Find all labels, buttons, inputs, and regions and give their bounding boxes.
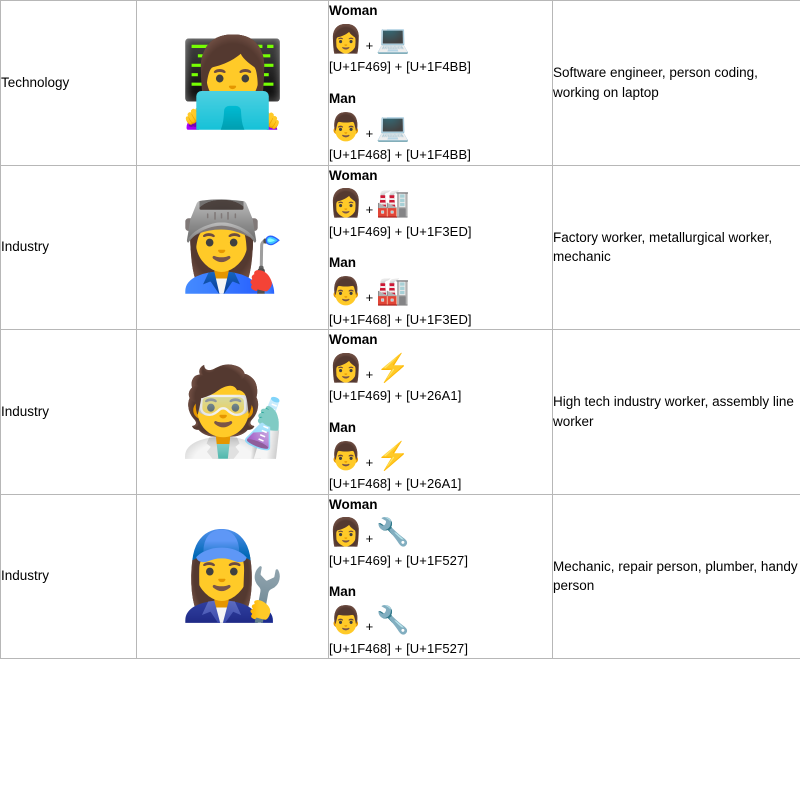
man-combo	[329, 110, 552, 144]
woman-combo	[329, 516, 552, 550]
woman-label: Woman	[329, 332, 378, 347]
wrench-icon: 🔧	[376, 517, 410, 548]
category-cell: Industry	[1, 494, 137, 659]
high-voltage-icon: ⚡	[376, 352, 410, 383]
plus-sign: +	[365, 202, 374, 218]
high-tech-industry-worker-emoji: 🧑‍🔬	[178, 363, 287, 460]
woman-face-icon: 👩	[329, 23, 363, 54]
laptop-icon: 💻	[376, 23, 410, 54]
laptop-icon: 💻	[376, 111, 410, 142]
woman-mechanic-emoji: 👩‍🔧	[178, 528, 287, 625]
description-cell: Mechanic, repair person, plumber, handy person	[553, 494, 800, 659]
woman-technologist-emoji: 👩‍💻	[178, 34, 287, 131]
man-combo	[329, 275, 552, 309]
man-combo	[329, 604, 552, 638]
man-codepoints: [U+1F468] + [U+1F527]	[329, 640, 469, 656]
woman-codepoints: [U+1F469] + [U+1F3ED]	[329, 223, 472, 239]
plus-sign: +	[365, 290, 374, 305]
man-codepoints: [U+1F468] + [U+1F3ED]	[329, 311, 472, 327]
table-row	[1, 330, 800, 495]
man-formula	[329, 253, 552, 329]
description-cell: High tech industry worker, assembly line worker	[553, 330, 800, 495]
plus-sign: +	[365, 454, 374, 470]
man-face-icon: 👨	[329, 605, 363, 635]
formula-cell	[329, 1, 553, 166]
woman-combo	[329, 22, 552, 56]
woman-codepoints: [U+1F469] + [U+1F4BB]	[329, 59, 471, 75]
man-label: Man	[329, 255, 356, 271]
category-cell: Industry	[1, 165, 137, 330]
formula-cell	[329, 494, 553, 659]
woman-formula	[329, 1, 552, 77]
plus-sign: +	[365, 37, 374, 53]
plus-sign: +	[365, 531, 374, 547]
formula-cell	[329, 330, 553, 495]
woman-face-icon: 👩	[329, 188, 363, 219]
man-formula	[329, 418, 552, 494]
man-combo	[329, 439, 552, 473]
woman-label: Woman	[329, 167, 378, 183]
high-voltage-icon: ⚡	[376, 440, 410, 471]
wrench-icon: 🔧	[376, 605, 410, 635]
emoji-cell	[137, 330, 329, 495]
man-label: Man	[329, 419, 356, 435]
woman-formula	[329, 330, 552, 406]
woman-formula	[329, 495, 552, 571]
emoji-cell	[137, 1, 329, 166]
formula-cell	[329, 165, 553, 330]
factory-icon: 🏭	[376, 188, 410, 219]
plus-sign: +	[365, 125, 374, 141]
woman-label: Woman	[329, 3, 378, 18]
woman-formula	[329, 166, 552, 242]
man-codepoints: [U+1F468] + [U+26A1]	[329, 476, 462, 491]
woman-codepoints: [U+1F469] + [U+26A1]	[329, 388, 462, 404]
man-face-icon: 👨	[329, 276, 363, 306]
man-label: Man	[329, 584, 356, 600]
woman-factory-worker-emoji: 👩‍🏭	[178, 199, 287, 296]
category-cell: Technology	[1, 1, 137, 166]
emoji-cell	[137, 494, 329, 659]
man-face-icon: 👨	[329, 440, 363, 471]
woman-face-icon: 👩	[329, 352, 363, 383]
woman-label: Woman	[329, 496, 378, 512]
description-cell: Software engineer, person coding, working on laptop	[553, 1, 800, 166]
man-codepoints: [U+1F468] + [U+1F4BB]	[329, 147, 471, 162]
man-formula	[329, 89, 552, 165]
table-row	[1, 1, 800, 166]
woman-combo	[329, 351, 552, 385]
woman-combo	[329, 187, 552, 221]
description-cell: Factory worker, metallurgical worker, mechanic	[553, 165, 800, 330]
emoji-cell	[137, 165, 329, 330]
category-cell: Industry	[1, 330, 137, 495]
table-row	[1, 494, 800, 659]
woman-face-icon: 👩	[329, 517, 363, 548]
man-face-icon: 👨	[329, 111, 363, 142]
plus-sign: +	[365, 366, 374, 382]
man-label: Man	[329, 90, 356, 106]
table-row	[1, 165, 800, 330]
plus-sign: +	[365, 619, 374, 634]
woman-codepoints: [U+1F469] + [U+1F527]	[329, 552, 469, 568]
factory-icon: 🏭	[376, 276, 410, 306]
man-formula	[329, 582, 552, 658]
